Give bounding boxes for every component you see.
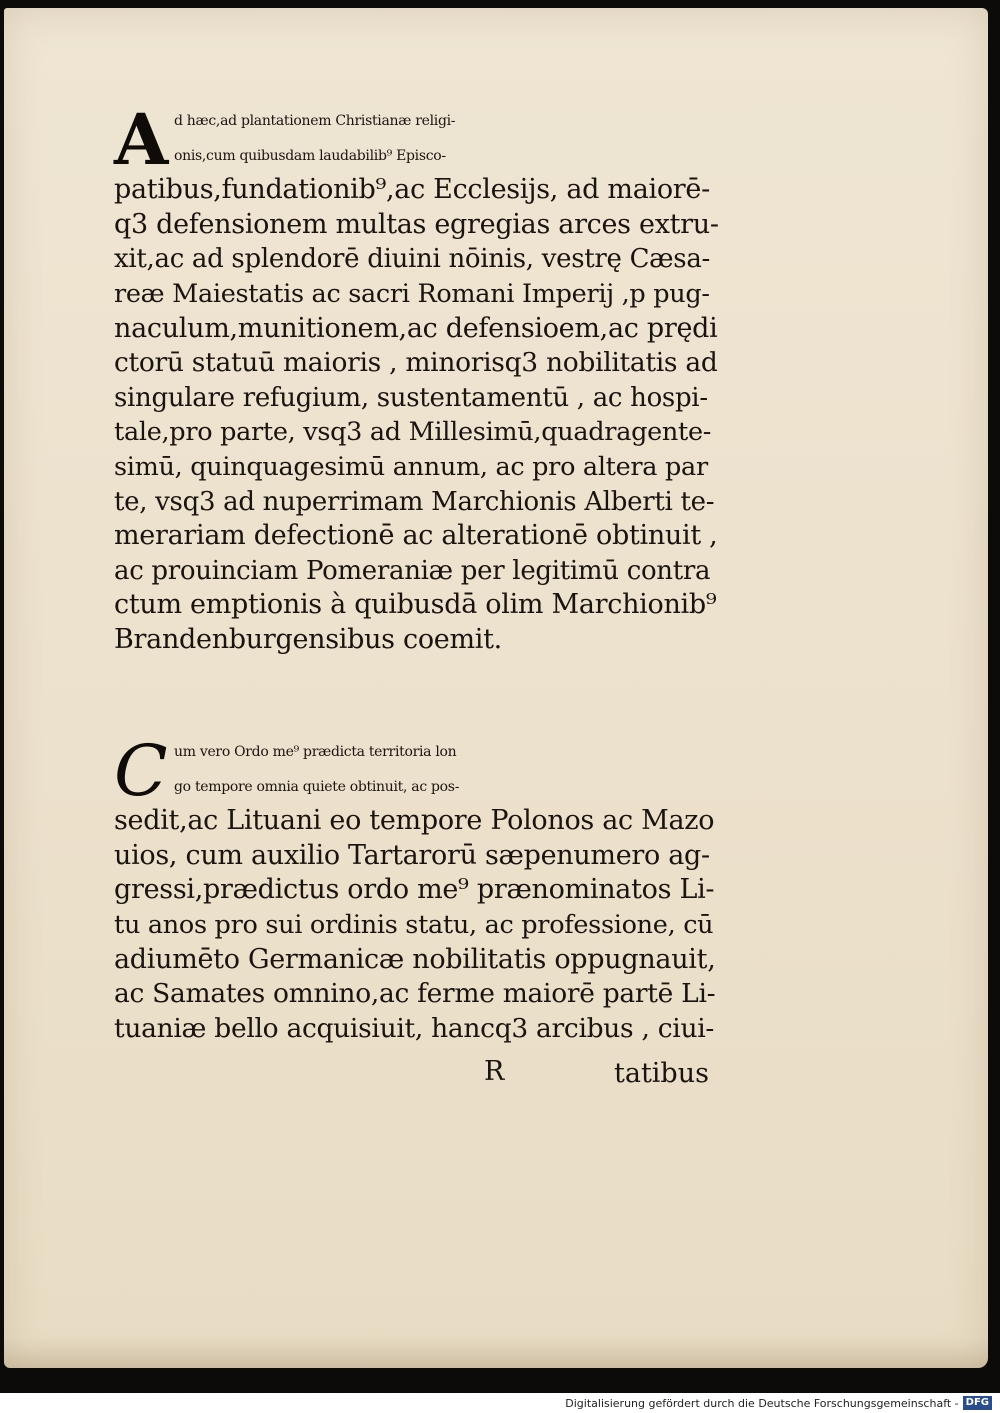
- text-line: tu anos pro sui ordinis statu, ac professione, cū: [114, 909, 714, 940]
- credit-text: Digitalisierung gefördert durch die Deutsche Forschungsgemeinschaft -: [565, 1396, 959, 1410]
- paragraph-2: [114, 730, 719, 1046]
- text-line: sedit,ac Lituani eo tempore Polonos ac Mazo: [114, 805, 715, 837]
- text-line: um vero Ordo me⁹ prædicta territoria lon: [174, 744, 457, 760]
- dropcap-a: A: [114, 98, 169, 181]
- text-line: simū, quinquagesimū annum, ac pro altera par: [114, 451, 708, 482]
- catchword: tatibus: [614, 1058, 709, 1089]
- text-line: te, vsq3 ad nuperrimam Marchionis Alberti te-: [114, 486, 715, 517]
- text-line: uios, cum auxilio Tartarorū sæpenumero ag-: [114, 839, 710, 871]
- text-line: tuaniæ bello acquisiuit, hancq3 arcibus , ciui-: [114, 1012, 715, 1044]
- text-line: xit,ac ad splendorē diuini nōinis, vestrę Cæsa-: [114, 244, 711, 275]
- text-line: go tempore omnia quiete obtinuit, ac pos-: [174, 778, 460, 795]
- text-line: gressi,prædictus ordo me⁹ prænominatos Li-: [114, 874, 715, 906]
- dropcap-c: C: [114, 730, 168, 812]
- text-line: ac Samates omnino,ac ferme maiorē partē Li-: [114, 978, 716, 1010]
- text-line: onis,cum quibusdam laudabilib⁹ Episco-: [174, 147, 446, 164]
- paragraph-1: [114, 98, 719, 658]
- signature-mark: R: [484, 1056, 505, 1087]
- dfg-logo-icon[interactable]: DFG: [963, 1396, 992, 1410]
- text-line: tale,pro parte, vsq3 ad Millesimū,quadragente-: [114, 417, 712, 448]
- digitization-credit: [565, 1394, 992, 1412]
- text-line: naculum,munitionem,ac defensioem,ac prędi: [114, 312, 718, 344]
- text-line: singulare refugium, sustentamentū , ac hospi-: [114, 382, 708, 413]
- text-line: d hæc,ad plantationem Christianæ religi-: [174, 113, 456, 129]
- text-line: q3 defensionem multas egregias arces extru-: [114, 208, 719, 240]
- book-page: [4, 8, 988, 1368]
- text-line: ctorū statuū maioris , minorisq3 nobilitatis ad: [114, 347, 718, 379]
- text-line: merariam defectionē ac alterationē obtinuit ,: [114, 520, 718, 552]
- text-line: ac prouinciam Pomeraniæ per legitimū contra: [114, 555, 711, 586]
- text-line: Brandenburgensibus coemit.: [114, 623, 502, 655]
- text-line: patibus,fundationib⁹,ac Ecclesijs, ad maiorē-: [114, 174, 710, 206]
- text-line: adiumēto Germanicæ nobilitatis oppugnauit,: [114, 943, 716, 975]
- text-line: ctum emptionis à quibusdā olim Marchionib⁹: [114, 589, 717, 621]
- text-line: reæ Maiestatis ac sacri Romani Imperij ,p pug-: [114, 278, 710, 309]
